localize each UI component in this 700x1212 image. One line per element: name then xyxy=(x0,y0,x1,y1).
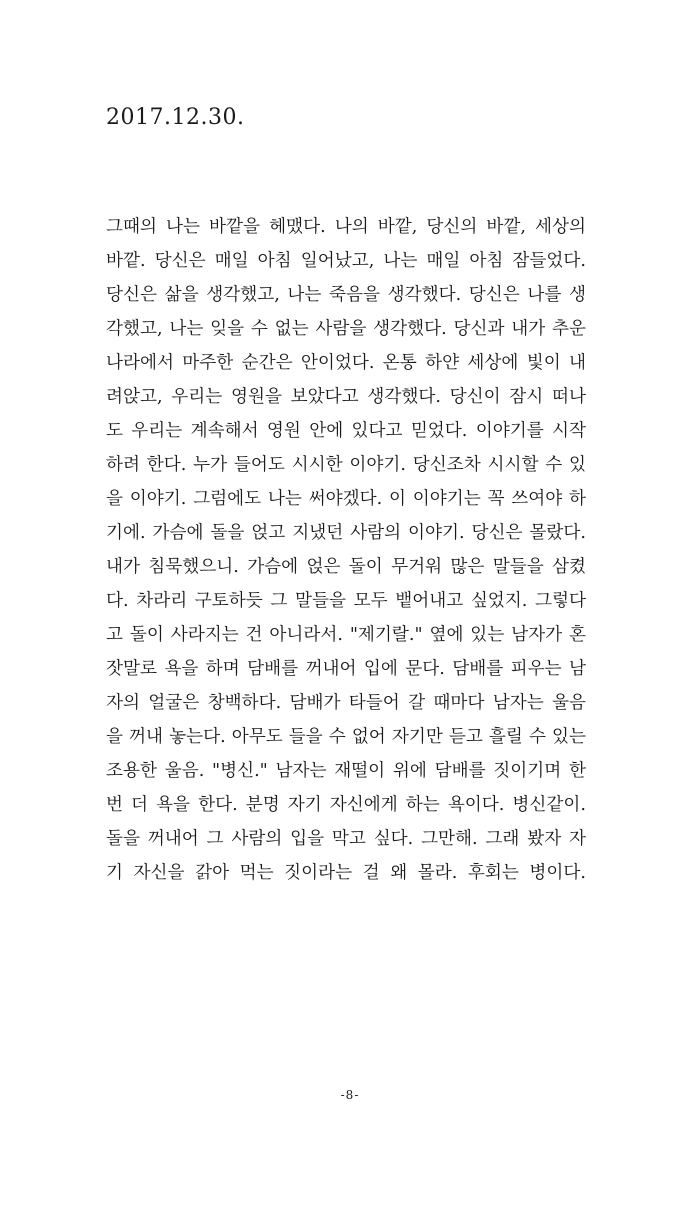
text-line: 도 우리는 계속해서 영원 안에 있다고 믿었다. 이야기를 시작 xyxy=(106,421,586,441)
text-line: 기에. 가슴에 돌을 얹고 지냈던 사람의 이야기. 당신은 몰랐다. xyxy=(106,523,586,543)
text-line: 려앉고, 우리는 영원을 보았다고 생각했다. 당신이 잠시 떠나 xyxy=(106,387,586,407)
text-line: 내가 침묵했으니. 가슴에 얹은 돌이 무거워 많은 말들을 삼켰 xyxy=(106,557,586,577)
text-line: 나라에서 마주한 순간은 안이었다. 온통 하얀 세상에 빛이 내 xyxy=(106,353,586,373)
text-line: 을 꺼내 놓는다. 아무도 들을 수 없어 자기만 듣고 흘릴 수 있는 xyxy=(106,727,586,747)
text-line: 하려 한다. 누가 들어도 시시한 이야기. 당신조차 시시할 수 있 xyxy=(106,455,586,475)
text-line: 잣말로 욕을 하며 담배를 꺼내어 입에 문다. 담배를 피우는 남 xyxy=(106,659,586,679)
text-line: 돌을 꺼내어 그 사람의 입을 막고 싶다. 그만해. 그래 봤자 자 xyxy=(106,829,586,849)
text-line: 고 돌이 사라지는 건 아니라서. "제기랄." 옆에 있는 남자가 혼 xyxy=(106,625,586,645)
text-line: 다. 차라리 구토하듯 그 말들을 모두 뱉어내고 싶었지. 그렇다 xyxy=(106,591,586,611)
text-line: 기 자신을 갉아 먹는 짓이라는 걸 왜 몰라. 후회는 병이다. xyxy=(106,863,586,883)
body-text xyxy=(106,210,586,890)
text-line: 바깥. 당신은 매일 아침 일어났고, 나는 매일 아침 잠들었다. xyxy=(106,251,586,271)
text-line: 자의 얼굴은 창백하다. 담배가 타들어 갈 때마다 남자는 울음 xyxy=(106,693,586,713)
text-line: 그때의 나는 바깥을 헤맸다. 나의 바깥, 당신의 바깥, 세상의 xyxy=(106,217,586,237)
text-line: 을 이야기. 그럼에도 나는 써야겠다. 이 이야기는 꼭 쓰여야 하 xyxy=(106,489,586,509)
text-line: 조용한 울음. "병신." 남자는 재떨이 위에 담배를 짓이기며 한 xyxy=(106,761,586,781)
text-line: 각했고, 나는 잊을 수 없는 사람을 생각했다. 당신과 내가 추운 xyxy=(106,319,586,339)
text-line: 번 더 욕을 한다. 분명 자기 자신에게 하는 욕이다. 병신같이. xyxy=(106,795,586,815)
text-line: 당신은 삶을 생각했고, 나는 죽음을 생각했다. 당신은 나를 생 xyxy=(106,285,586,305)
page-number: -8- xyxy=(340,1088,360,1102)
entry-date: 2017.12.30. xyxy=(106,105,245,130)
